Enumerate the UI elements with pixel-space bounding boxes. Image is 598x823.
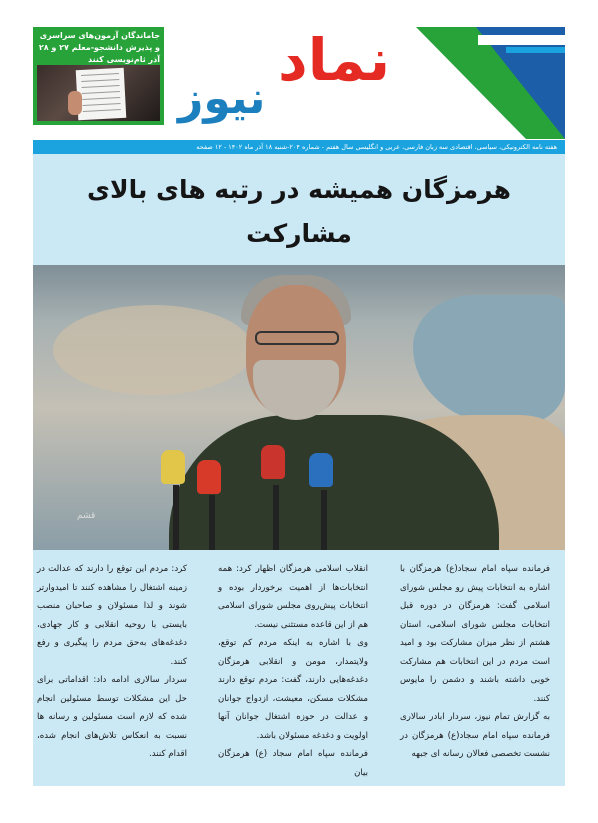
microphone <box>161 450 185 484</box>
hand <box>68 91 82 115</box>
promo-photo <box>37 65 160 121</box>
logo-top-word: نماد <box>278 26 391 94</box>
article-text: انقلاب اسلامی هرمزگان اظهار کرد: همه انتخابات‌ها از اهمیت برخوردار بوده و انتخابات پیش‌روی مجلس شورای اسلامی هم از این قاعده مستثنی نیست. وی با اشاره به اینکه مردم کم توقع، ولایتمدار، مومن و انقلابی هرمزگان دغدغه‌هایی دارند، گفت: مردم توقع دارند مشکلات مسکن، معیشت، ازدواج جوانان و عدالت در حوزه اشتغال جوانان آنها اولویت و دغدغه مسئولان باشد. فرمانده سپاه امام سجاد (ع) هرمزگان بیان <box>218 564 368 778</box>
speaker-glasses <box>255 331 339 345</box>
logo-bottom-word: نیوز <box>178 73 266 124</box>
article-column-3 <box>37 560 187 780</box>
masthead-info-strip: هفته نامه الکترونیکی، سیاسی، اقتصادی سه زبان فارسی، عربی و انگلیسی سال هفتم - شماره ۲۰۴-شنبه ۱۸ آذر ماه ۱۴۰۲ - ۱۲ صفحه <box>33 140 565 154</box>
article-text: کرد: مردم این توقع را دارند که عدالت در زمینه اشتغال را مشاهده کنند تا امیدوارتر شوند و لذا مسئولان و صاحبان منصب بایستی با روحیه انقلابی و کار جهادی، دغدغه‌های به‌حق مردم را پیگیری و رفع کنند. سردار سالاری ادامه داد: اقداماتی برای حل این مشکلات توسط مسئولین انجام شده که لازم است مسئولین و رسانه ها نسبت به انعکاس تلاش‌های انجام شده، اقدام کنند. <box>37 564 187 759</box>
microphone <box>197 460 221 494</box>
article-column-2 <box>218 560 368 780</box>
exam-paper <box>76 68 127 120</box>
promo-text: جاماندگان آزمون‌های سراسری و پذیرش دانشجو-معلم ۲۷ و ۲۸ آذر ثام‌نویسی کنند <box>38 31 160 64</box>
map-label: قشم <box>77 511 96 521</box>
headline-line-1: هرمزگان همیشه در رتبه های بالای مشارکت <box>87 175 511 248</box>
microphone <box>309 453 333 487</box>
microphone <box>261 445 285 479</box>
news-photo <box>33 265 565 550</box>
article-text: فرمانده سپاه امام سجاد(ع) هرمزگان با اشاره به انتخابات پیش رو مجلس شورای اسلامی گفت: هرمزگان در دوره قبل انتخابات مجلس شورای اسلامی، استان هشتم از نظر میزان مشارکت بود و امید است مردم در این انتخابات هم مشارکت خوبی داشته باشند و دشمن را مایوس کنند. به گزارش تمام نیوز، سردار ابادر سالاری فرمانده سپاه امام سجاد(ع) هرمزگان در نشست تخصصی فعالان رسانه ای جبهه <box>400 564 550 759</box>
promo-box[interactable] <box>33 27 164 125</box>
article-column-1 <box>400 560 550 780</box>
